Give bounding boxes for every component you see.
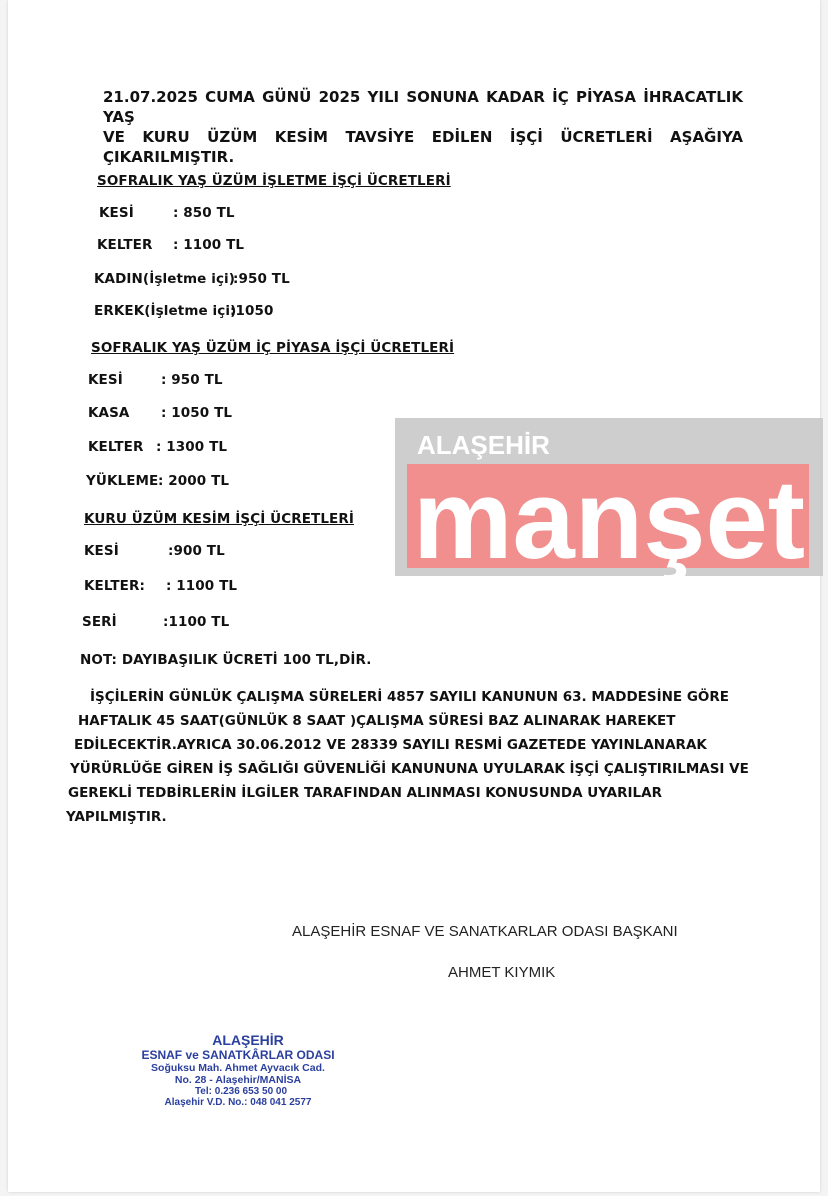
stamp-line: Tel: 0.236 653 50 00 [194,1086,288,1097]
s1-item-value: : 850 TL [173,205,235,221]
stamp-line: Soğuksu Mah. Ahmet Ayvacık Cad. [151,1062,325,1074]
paragraph-line: HAFTALIK 45 SAAT(GÜNLÜK 8 SAAT )ÇALIŞMA SÜRESİ BAZ ALINARAK HAREKET [78,713,676,729]
title-line-3: ÇIKARILMIŞTIR. [103,148,235,166]
s1-item-value: :950 TL [233,271,290,287]
s3-item-value: : 1100 TL [166,578,238,594]
s2-item-value: : 950 TL [161,372,223,388]
s2-item-value: : 1050 TL [161,405,233,421]
section-1-heading: SOFRALIK YAŞ ÜZÜM İŞLETME İŞÇİ ÜCRETLERİ [97,173,451,189]
s1-item-value: : 1100 TL [173,237,245,253]
paragraph-line: YAPILMIŞTIR. [66,809,167,825]
watermark-top-text: ALAŞEHİR [417,430,550,460]
s1-item-label: ERKEK(İşletme içi) [94,303,237,319]
stamp-line: Alaşehir V.D. No.: 048 041 2577 [164,1097,312,1108]
stamp-line: No. 28 - Alaşehir/MANİSA [174,1074,302,1086]
s3-item-value: :1100 TL [163,614,230,630]
signature-position: ALAŞEHİR ESNAF VE SANATKARLAR ODASI BAŞKANI [292,923,678,940]
paragraph-line: GEREKLİ TEDBİRLERİN İLGİLER TARAFINDAN ALINMASI KONUSUNDA UYARILAR [68,785,662,801]
stamp-line: ALAŞEHİR [212,1032,284,1048]
s2-item-value: : 2000 TL [158,473,230,489]
s2-item-label: YÜKLEME [86,473,159,489]
document-title [103,87,743,167]
paragraph-line: İŞÇİLERİN GÜNLÜK ÇALIŞMA SÜRELERİ 4857 SAYILI KANUNUN 63. MADDESİNE GÖRE [90,689,730,705]
stamp [118,1032,358,1108]
s2-item-label: KESİ [88,372,123,388]
s1-item-label: KELTER [97,237,153,253]
s2-item-value: : 1300 TL [156,439,228,455]
s2-item-label: KASA [88,405,130,421]
s2-item-label: KELTER [88,439,144,455]
paragraph-line: EDİLECEKTİR.AYRICA 30.06.2012 VE 28339 SAYILI RESMİ GAZETEDE YAYINLANARAK [74,737,707,753]
title-line-2: VE KURU ÜZÜM KESİM TAVSİYE EDİLEN İŞÇİ ÜCRETLERİ AŞAĞIYA [103,128,743,146]
paragraph-line: YÜRÜRLÜĞE GİREN İŞ SAĞLIĞI GÜVENLİĞİ KANUNUNA UYULARAK İŞÇİ ÇALIŞTIRILMASI VE [70,761,749,777]
s3-item-label: SERİ [82,614,117,630]
s3-item-label: KESİ [84,543,119,559]
watermark-logo [395,418,823,576]
section-3-heading: KURU ÜZÜM KESİM İŞÇİ ÜCRETLERİ [84,511,354,527]
stamp-line: ESNAF ve SANATKÂRLAR ODASI [141,1048,335,1062]
watermark-svg [395,418,823,576]
s1-item-label: KADIN(İşletme içi) [94,271,236,287]
watermark-main-text: manşet [413,457,805,576]
signature-name: AHMET KIYMIK [448,964,556,981]
s1-item-label: KESİ [99,205,134,221]
s1-item-value: :1050 [230,303,274,319]
s3-item-value: :900 TL [168,543,225,559]
title-line-1: 21.07.2025 CUMA GÜNÜ 2025 YILI SONUNA KADAR İÇ PİYASA İHRACATLIK YAŞ [103,88,743,126]
section-2-heading: SOFRALIK YAŞ ÜZÜM İÇ PİYASA İŞÇİ ÜCRETLERİ [91,340,455,356]
s3-item-label: KELTER: [84,578,145,594]
document-page [8,0,820,1192]
note-text: NOT: DAYIBAŞILIK ÜCRETİ 100 TL,DİR. [80,652,372,668]
